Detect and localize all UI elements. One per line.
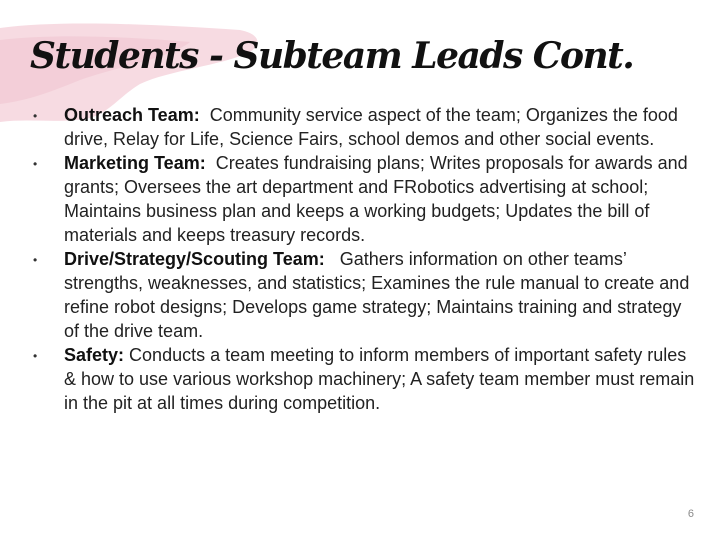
- bullet-dot-icon: •: [33, 109, 38, 123]
- bullet-text: Gathers information on other teams’ strengths, weaknesses, and statistics; Examines the rule manual to create and refine robot designs; Develops game strategy; Maintains training and strategy of the drive team.: [64, 249, 690, 341]
- bullet-safety: [33, 343, 698, 415]
- bullet-term: Drive/Strategy/Scouting Team:: [64, 249, 325, 269]
- bullet-term: Outreach Team:: [64, 105, 200, 125]
- bullet-list: [33, 103, 698, 415]
- bullet-drive-strategy-scouting-team: [33, 247, 698, 343]
- page-number: 6: [687, 508, 694, 520]
- bullet-marketing-team: [33, 151, 698, 247]
- slide-title: Students - Subteam Leads Cont.: [30, 35, 634, 77]
- bullet-dot-icon: •: [33, 157, 38, 171]
- bullet-outreach-team: [33, 103, 698, 151]
- bullet-text: Creates fundraising plans; Writes proposals for awards and grants; Oversees the art department and FRobotics advertising at school; Maintains business plan and keeps a working budgets; Updates the bill of materials and keeps treasury records.: [64, 153, 688, 245]
- bullet-term: Marketing Team:: [64, 153, 206, 173]
- bullet-term: Safety:: [64, 345, 125, 365]
- bullet-dot-icon: •: [33, 253, 38, 267]
- bullet-text: Community service aspect of the team; Organizes the food drive, Relay for Life, Science Fairs, school demos and other social events.: [64, 105, 678, 149]
- bullet-text: Conducts a team meeting to inform members of important safety rules & how to use various workshop machinery; A safety team member must remain in the pit at all times during competition.: [64, 345, 695, 413]
- bullet-dot-icon: •: [33, 349, 38, 363]
